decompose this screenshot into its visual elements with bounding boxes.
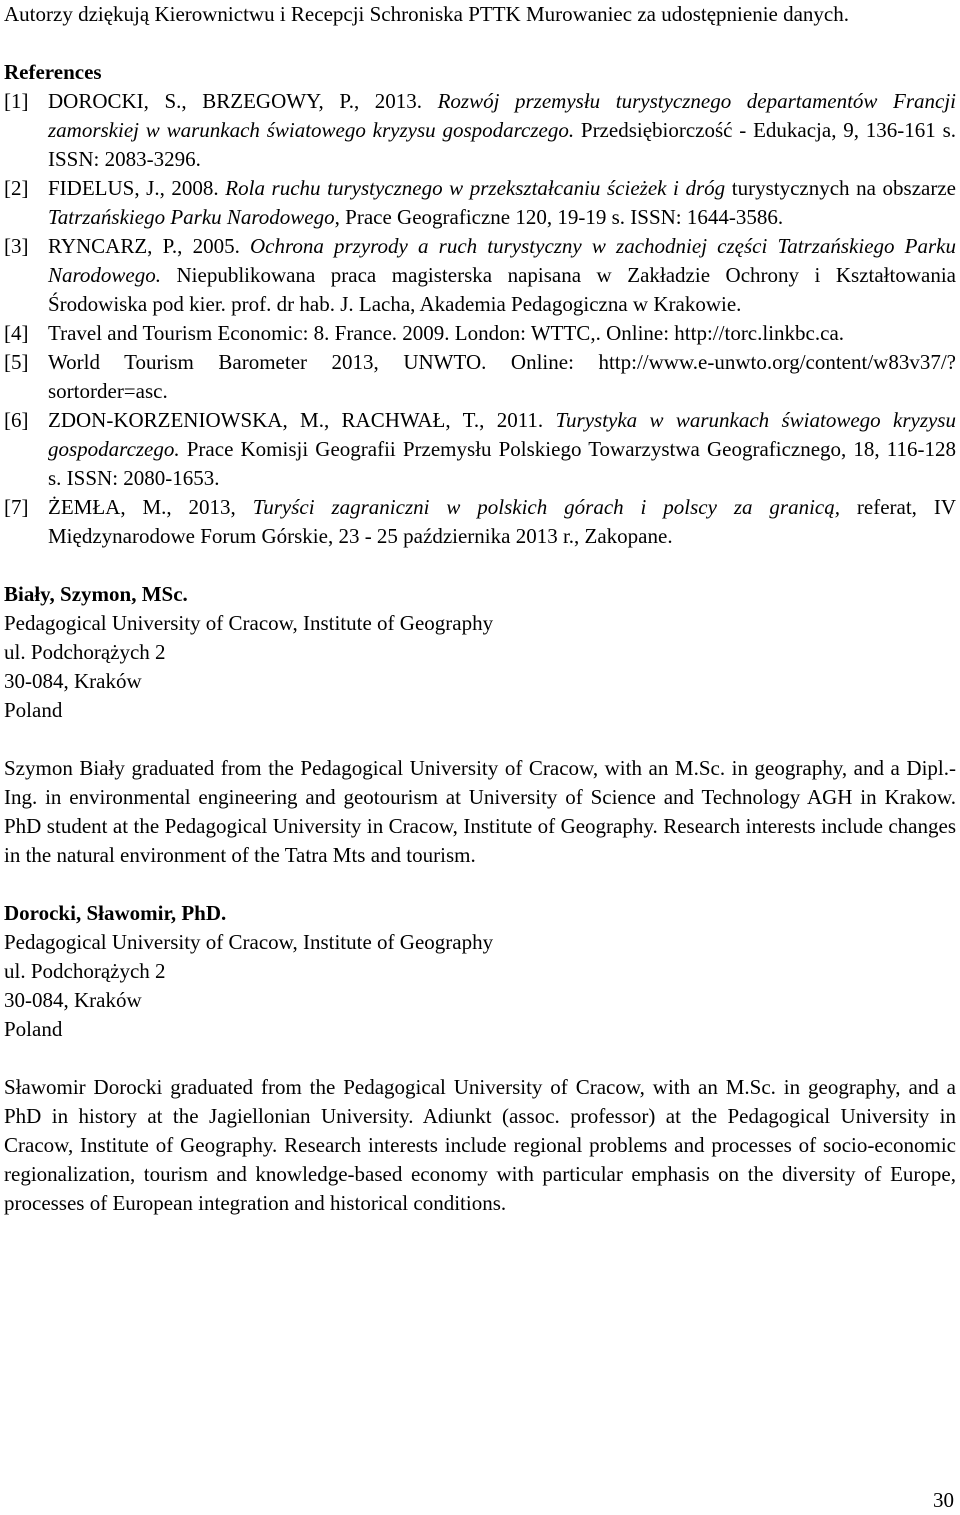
author-block-bialy <box>4 580 956 725</box>
reference-source: , Prace Geograficzne 120, 19-19 s. ISSN: 1644-3586. <box>334 205 784 229</box>
reference-item <box>4 319 956 348</box>
author-bio: Szymon Biały graduated from the Pedagogical University of Cracow, with an M.Sc. in geography, and a Dipl.-Ing. in environmental engineering and geotourism at University of Science and Technology AGH in Krakow. PhD student at the Pedagogical University in Cracow, Institute of Geography. Research interests include changes in the natural environment of the Tatra Mts and tourism. <box>4 756 956 867</box>
reference-item <box>4 406 956 493</box>
reference-body <box>48 87 956 174</box>
reference-item <box>4 348 956 406</box>
author-block-dorocki <box>4 899 956 1044</box>
author-street: ul. Podchorążych 2 <box>4 640 166 664</box>
reference-title: Ochrona przyrody a ruch turystyczny w zachodniej części Tatrzańskiego Parku Narodowego. <box>48 234 956 287</box>
reference-number: [6] <box>4 408 29 432</box>
reference-body <box>48 232 956 319</box>
reference-authors: ŻEMŁA, M., 2013, <box>48 495 253 519</box>
reference-title-part2: Tatrzańskiego Parku Narodowego <box>48 205 335 229</box>
reference-title-middle: turystycznych na obszarze <box>725 176 956 200</box>
reference-source: Przedsiębiorczość - Edukacja, 9, 136-161 s. ISSN: 2083-3296. <box>48 118 957 171</box>
acknowledgement-text: Autorzy dziękują Kierownictwu i Recepcji Schroniska PTTK Murowaniec za udostępnienie danych. <box>4 2 849 26</box>
reference-number: [3] <box>4 234 29 258</box>
reference-body: World Tourism Barometer 2013, UNWTO. Online: http://www.e-unwto.org/content/w83v37/?sortorder=asc. <box>48 350 956 403</box>
reference-source: referat, IV Międzynarodowe Forum Górskie, 23 - 25 października 2013 r., Zakopane. <box>48 495 956 548</box>
reference-number: [4] <box>4 321 29 345</box>
author-bio: Sławomir Dorocki graduated from the Pedagogical University of Cracow, with an M.Sc. in geography, and a PhD in history at the Jagiellonian University. Adiunkt (assoc. professor) at the Pedagogical University in Cracow, Institute of Geography. Research interests include regional problems and processes of socio-economic regionalization, tourism and knowledge-based economy with particular emphasis on the diversity of Europe, processes of European integration and historical conditions. <box>4 1075 956 1215</box>
reference-body <box>48 493 956 551</box>
reference-title: Rola ruchu turystycznego w przekształcaniu ścieżek i dróg <box>225 176 726 200</box>
reference-source: Niepublikowana praca magisterska napisana w Zakładzie Ochrony i Kształtowania Środowiska pod kier. prof. dr hab. J. Lacha, Akademia Pedagogiczna w Krakowie. <box>48 263 956 316</box>
author-street: ul. Podchorążych 2 <box>4 959 166 983</box>
reference-authors: DOROCKI, S., BRZEGOWY, P., 2013. <box>48 89 438 113</box>
reference-authors: RYNCARZ, P., 2005. <box>48 234 250 258</box>
reference-number: [7] <box>4 495 29 519</box>
author-affiliation: Pedagogical University of Cracow, Institute of Geography <box>4 611 494 635</box>
reference-item <box>4 232 956 319</box>
reference-body <box>48 406 956 493</box>
reference-item <box>4 174 956 232</box>
references-list <box>4 87 956 551</box>
reference-item <box>4 87 956 174</box>
page-number: 30 <box>933 1488 954 1512</box>
author-affiliation: Pedagogical University of Cracow, Institute of Geography <box>4 930 494 954</box>
reference-number: [5] <box>4 350 29 374</box>
author-city: 30-084, Kraków <box>4 669 142 693</box>
reference-authors: FIDELUS, J., 2008. <box>48 176 226 200</box>
reference-number: [1] <box>4 89 29 113</box>
reference-item <box>4 493 956 551</box>
references-heading: References <box>4 60 102 84</box>
document-page <box>4 0 956 1218</box>
reference-title: Rozwój przemysłu turystycznego departamentów Francji zamorskiej w warunkach światowego kryzysu gospodarczego. <box>48 89 956 142</box>
author-name: Dorocki, Sławomir, PhD. <box>4 901 227 925</box>
author-city: 30-084, Kraków <box>4 988 142 1012</box>
author-country: Poland <box>4 698 63 722</box>
reference-authors: ZDON-KORZENIOWSKA, M., RACHWAŁ, T., 2011. <box>48 408 556 432</box>
reference-title: Turyści zagraniczni w polskich górach i polscy za granicą, <box>252 495 840 519</box>
author-country: Poland <box>4 1017 63 1041</box>
reference-body <box>48 174 956 232</box>
reference-source: Prace Komisji Geografii Przemysłu Polskiego Towarzystwa Geograficznego, 18, 116-128 s. ISSN: 2080-1653. <box>48 437 956 490</box>
reference-number: [2] <box>4 176 29 200</box>
reference-title: Turystyka w warunkach światowego kryzysu gospodarczego. <box>48 408 956 461</box>
reference-body: Travel and Tourism Economic: 8. France. 2009. London: WTTC,. Online: http://torc.linkbc.ca. <box>48 321 845 345</box>
author-name: Biały, Szymon, MSc. <box>4 582 188 606</box>
